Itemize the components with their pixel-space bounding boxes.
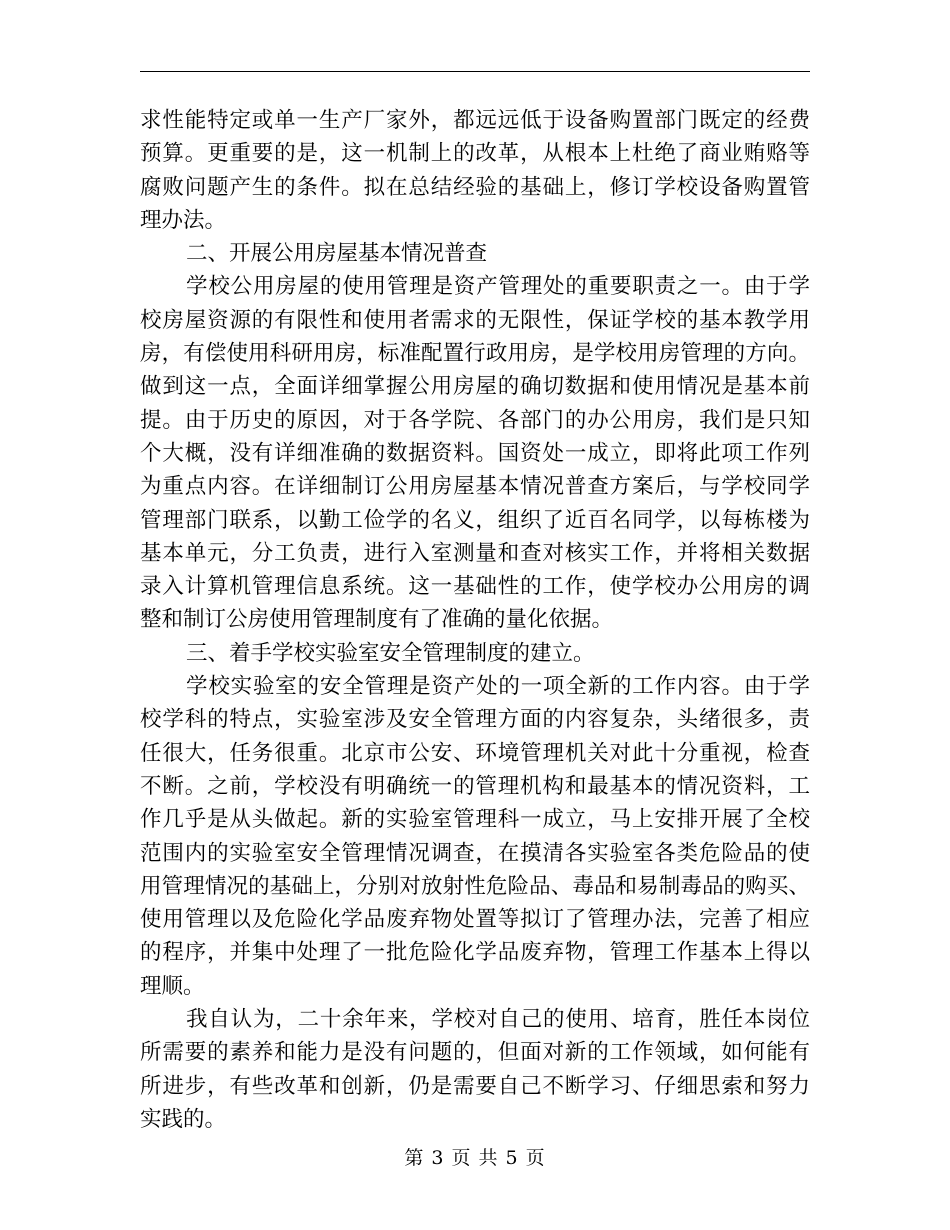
text-line: 学校公用房屋的使用管理是资产管理处的重要职责之一。由于学 bbox=[186, 274, 810, 300]
text-line: 预算。更重要的是，这一机制上的改革，从根本上杜绝了商业贿赂等 bbox=[140, 141, 810, 167]
text-line: 管理部门联系，以勤工俭学的名义，组织了近百名同学，以每栋楼为 bbox=[140, 507, 810, 533]
text-line: 用管理情况的基础上，分别对放射性危险品、毒品和易制毒品的购买、 bbox=[140, 873, 810, 899]
text-line: 基本单元，分工负责，进行入室测量和查对核实工作，并将相关数据 bbox=[140, 540, 810, 566]
text-line: 为重点内容。在详细制订公用房屋基本情况普查方案后，与学校同学 bbox=[140, 474, 810, 500]
text-line: 做到这一点，全面详细掌握公用房屋的确切数据和使用情况是基本前 bbox=[140, 374, 810, 400]
header-rule bbox=[140, 71, 810, 72]
text-line: 作几乎是从头做起。新的实验室管理科一成立，马上安排开展了全校 bbox=[140, 807, 810, 833]
text-line: 不断。之前，学校没有明确统一的管理机构和最基本的情况资料，工 bbox=[140, 773, 810, 799]
text-line: 实践的。 bbox=[140, 1106, 227, 1132]
text-line: 理办法。 bbox=[140, 207, 227, 233]
text-line: 求性能特定或单一生产厂家外，都远远低于设备购置部门既定的经费 bbox=[140, 108, 810, 133]
text-line: 房，有偿使用科研用房，标准配置行政用房，是学校用房管理的方向。 bbox=[140, 341, 810, 367]
text-line: 校房屋资源的有限性和使用者需求的无限性，保证学校的基本教学用 bbox=[140, 307, 810, 333]
section-heading: 三、着手学校实验室安全管理制度的建立。 bbox=[186, 640, 595, 666]
text-line: 提。由于历史的原因，对于各学院、各部门的办公用房，我们是只知 bbox=[140, 407, 810, 433]
text-line: 理顺。 bbox=[140, 973, 205, 999]
text-line: 整和制订公房使用管理制度有了准确的量化依据。 bbox=[140, 607, 614, 633]
text-line: 任很大，任务很重。北京市公安、环境管理机关对此十分重视，检查 bbox=[140, 740, 810, 766]
text-line: 范围内的实验室安全管理情况调查，在摸清各实验室各类危险品的使 bbox=[140, 840, 810, 866]
text-line: 录入计算机管理信息系统。这一基础性的工作，使学校办公用房的调 bbox=[140, 574, 810, 600]
text-line: 校学科的特点，实验室涉及安全管理方面的内容复杂，头绪很多，责 bbox=[140, 707, 810, 733]
document-body bbox=[140, 104, 810, 1136]
text-line: 的程序，并集中处理了一批危险化学品废弃物，管理工作基本上得以 bbox=[140, 940, 810, 966]
text-line: 我自认为，二十余年来，学校对自己的使用、培育，胜任本岗位 bbox=[186, 1007, 810, 1033]
text-line: 所进步，有些改革和创新，仍是需要自己不断学习、仔细思索和努力 bbox=[140, 1073, 810, 1099]
page-number: 第 3 页 共 5 页 bbox=[404, 1147, 546, 1169]
text-line: 使用管理以及危险化学品废弃物处置等拟订了管理办法，完善了相应 bbox=[140, 907, 810, 933]
text-line: 腐败问题产生的条件。拟在总结经验的基础上，修订学校设备购置管 bbox=[140, 174, 810, 200]
section-heading: 二、开展公用房屋基本情况普查 bbox=[186, 241, 488, 267]
text-line: 所需要的素养和能力是没有问题的，但面对新的工作领域，如何能有 bbox=[140, 1040, 810, 1066]
text-line: 学校实验室的安全管理是资产处的一项全新的工作内容。由于学 bbox=[186, 674, 810, 700]
text-line: 个大概，没有详细准确的数据资料。国资处一成立，即将此项工作列 bbox=[140, 440, 810, 466]
